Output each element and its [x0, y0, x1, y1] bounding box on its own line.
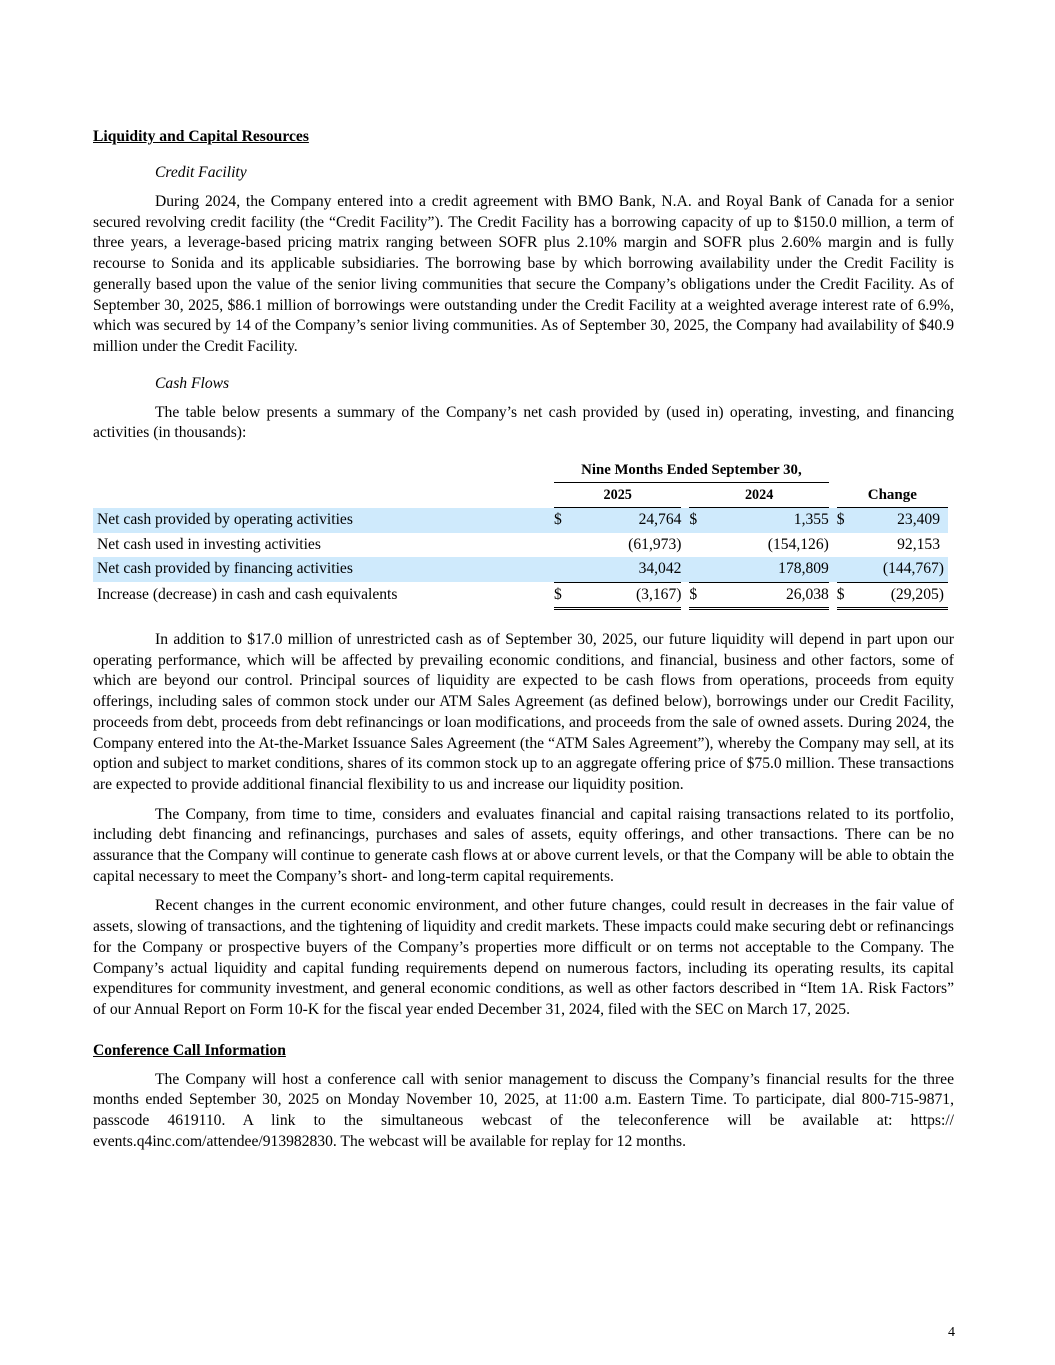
dollar-sign: [837, 557, 861, 582]
page-number: 4: [948, 1325, 955, 1340]
dollar-sign: $: [554, 508, 578, 533]
col-header-2025: 2025: [554, 483, 682, 508]
cash-flows-intro: The table below presents a summary of the Company’s net cash provided by (used in) operating, investing, and financing activities (in thousands):: [93, 403, 954, 442]
conference-paragraph: The Company will host a conference call with senior management to discuss the Company’s financial results for the three months ended September 30, 2025 on Monday November 10, 2025, at 11:00 a.m. Eastern Time. To participate, dial 800-715-9871, passcode 4619110. A link to the simultaneous webcast of the teleconference will be available at: https:// events.q4inc.com/attendee/913982830. The webcast will be available for replay for 12 months.: [93, 1070, 954, 1150]
value-2024: 1,355: [713, 508, 829, 533]
credit-facility-heading: Credit Facility: [155, 164, 247, 181]
row-label: Increase (decrease) in cash and cash equivalents: [97, 586, 398, 604]
liquidity-paragraph: In addition to $17.0 million of unrestricted cash as of September 30, 2025, our future liquidity will depend in part upon our operating performance, which will be affected by prevailing economic conditions, and financial, business and other factors, some of which are beyond our control. Principal sources of liquidity are expected to be cash flows from operations, proceeds from equity offerings, including sales of common stock under our ATM Sales Agreement (as defined below), borrowings under our Credit Facility, proceeds from debt, proceeds from debt refinancings or loan modifications, and proceeds from the sale of owned assets. During 2024, the Company entered into the At-the-Market Issuance Sales Agreement (the “ATM Sales Agreement”), whereby the Company may sell, at its option and subject to market conditions, shares of its common stock up to an aggregate offering price of $75.0 million. These transactions are expected to provide additional financial flexibility to us and increase our liquidity position.: [93, 631, 954, 793]
table-row: [93, 508, 948, 533]
col-header-change: Change: [837, 483, 948, 508]
value-change: (144,767): [860, 557, 948, 582]
value-2024: 26,038: [713, 582, 829, 609]
value-2024: (154,126): [767, 535, 829, 553]
cash-flows-heading: Cash Flows: [155, 374, 230, 392]
row-label: Net cash used in investing activities: [97, 535, 321, 553]
table-period-header-row: [93, 458, 948, 483]
credit-facility-paragraph: During 2024, the Company entered into a credit agreement with BMO Bank, N.A. and Royal Bank of Canada for a senior secured revolving credit facility (the “Credit Facility”). The Credit Facility has a borrowing capacity of up to $150.0 million, a term of three years, a leverage-based pricing matrix ranging between SOFR plus 2.10% margin and SOFR plus 2.60% margin and is fully recourse to Sonida and its applicable subsidiaries. The borrowing base by which borrowing availability under the Credit Facility is generally based upon the value of the senior living communities that secure the Company’s obligations under the Credit Facility. As of September 30, 2025, $86.1 million of borrowings were outstanding under the Credit Facility at a weighted average interest rate of 6.9%, which was secured by 14 of the Company’s senior living communities. As of September 30, 2025, the Company had availability of $40.9 million under the Credit Facility.: [93, 193, 954, 355]
table-column-header-row: [93, 483, 948, 508]
conference-title: Conference Call Information: [93, 1041, 286, 1059]
dollar-sign: $: [689, 582, 713, 609]
period-header: Nine Months Ended September 30,: [554, 458, 829, 483]
value-2024: 178,809: [713, 557, 829, 582]
value-2025: 24,764: [578, 508, 682, 533]
capital-raising-paragraph: The Company, from time to time, considers and evaluates financial and capital raising transactions related to its portfolio, including debt financing and refinancings, purchases and sales of assets, equity offerings, and other transactions. There can be no assurance that the Company will continue to generate cash flows at or above current levels, or that the Company will be able to obtain the capital necessary to meet the Company’s short- and long-term capital requirements.: [93, 805, 954, 885]
dollar-sign: [554, 533, 578, 558]
cash-flow-table: [93, 458, 948, 610]
value-change: (29,205): [860, 582, 948, 609]
table-row: [93, 557, 948, 582]
document-page: [93, 126, 954, 1153]
dollar-sign: [837, 533, 861, 558]
economic-environment-paragraph: Recent changes in the current economic environment, and other future changes, could result in decreases in the fair value of assets, slowing of transactions, and the tightening of liquidity and credit markets. These impacts could make securing debt or refinancings for the Company or prospective buyers of the Company’s properties more difficult or on terms not acceptable to the Company. The Company’s actual liquidity and capital funding requirements depend on numerous factors, including its operating results, its capital expenditures for community investment, and general economic conditions, as well as other factors described in “Item 1A. Risk Factors” of our Annual Report on Form 10-K for the fiscal year ended December 31, 2024, filed with the SEC on March 17, 2025.: [93, 897, 954, 1018]
dollar-sign: $: [837, 582, 861, 609]
value-2025: 34,042: [578, 557, 682, 582]
dollar-sign: [554, 557, 578, 582]
dollar-sign: $: [689, 508, 713, 533]
liquidity-title: Liquidity and Capital Resources: [93, 128, 309, 145]
table-row: [93, 533, 948, 558]
dollar-sign: [689, 533, 713, 558]
value-change: 92,153: [897, 535, 940, 553]
value-2025: (3,167): [578, 582, 682, 609]
value-change: 23,409: [860, 508, 948, 533]
dollar-sign: $: [554, 582, 578, 609]
value-2025: (61,973): [628, 535, 682, 553]
dollar-sign: $: [837, 508, 861, 533]
dollar-sign: [689, 557, 713, 582]
row-label: Net cash provided by financing activities: [93, 557, 554, 582]
col-header-2024: 2024: [689, 483, 828, 508]
table-row-total: [93, 582, 948, 609]
row-label: Net cash provided by operating activities: [93, 508, 554, 533]
